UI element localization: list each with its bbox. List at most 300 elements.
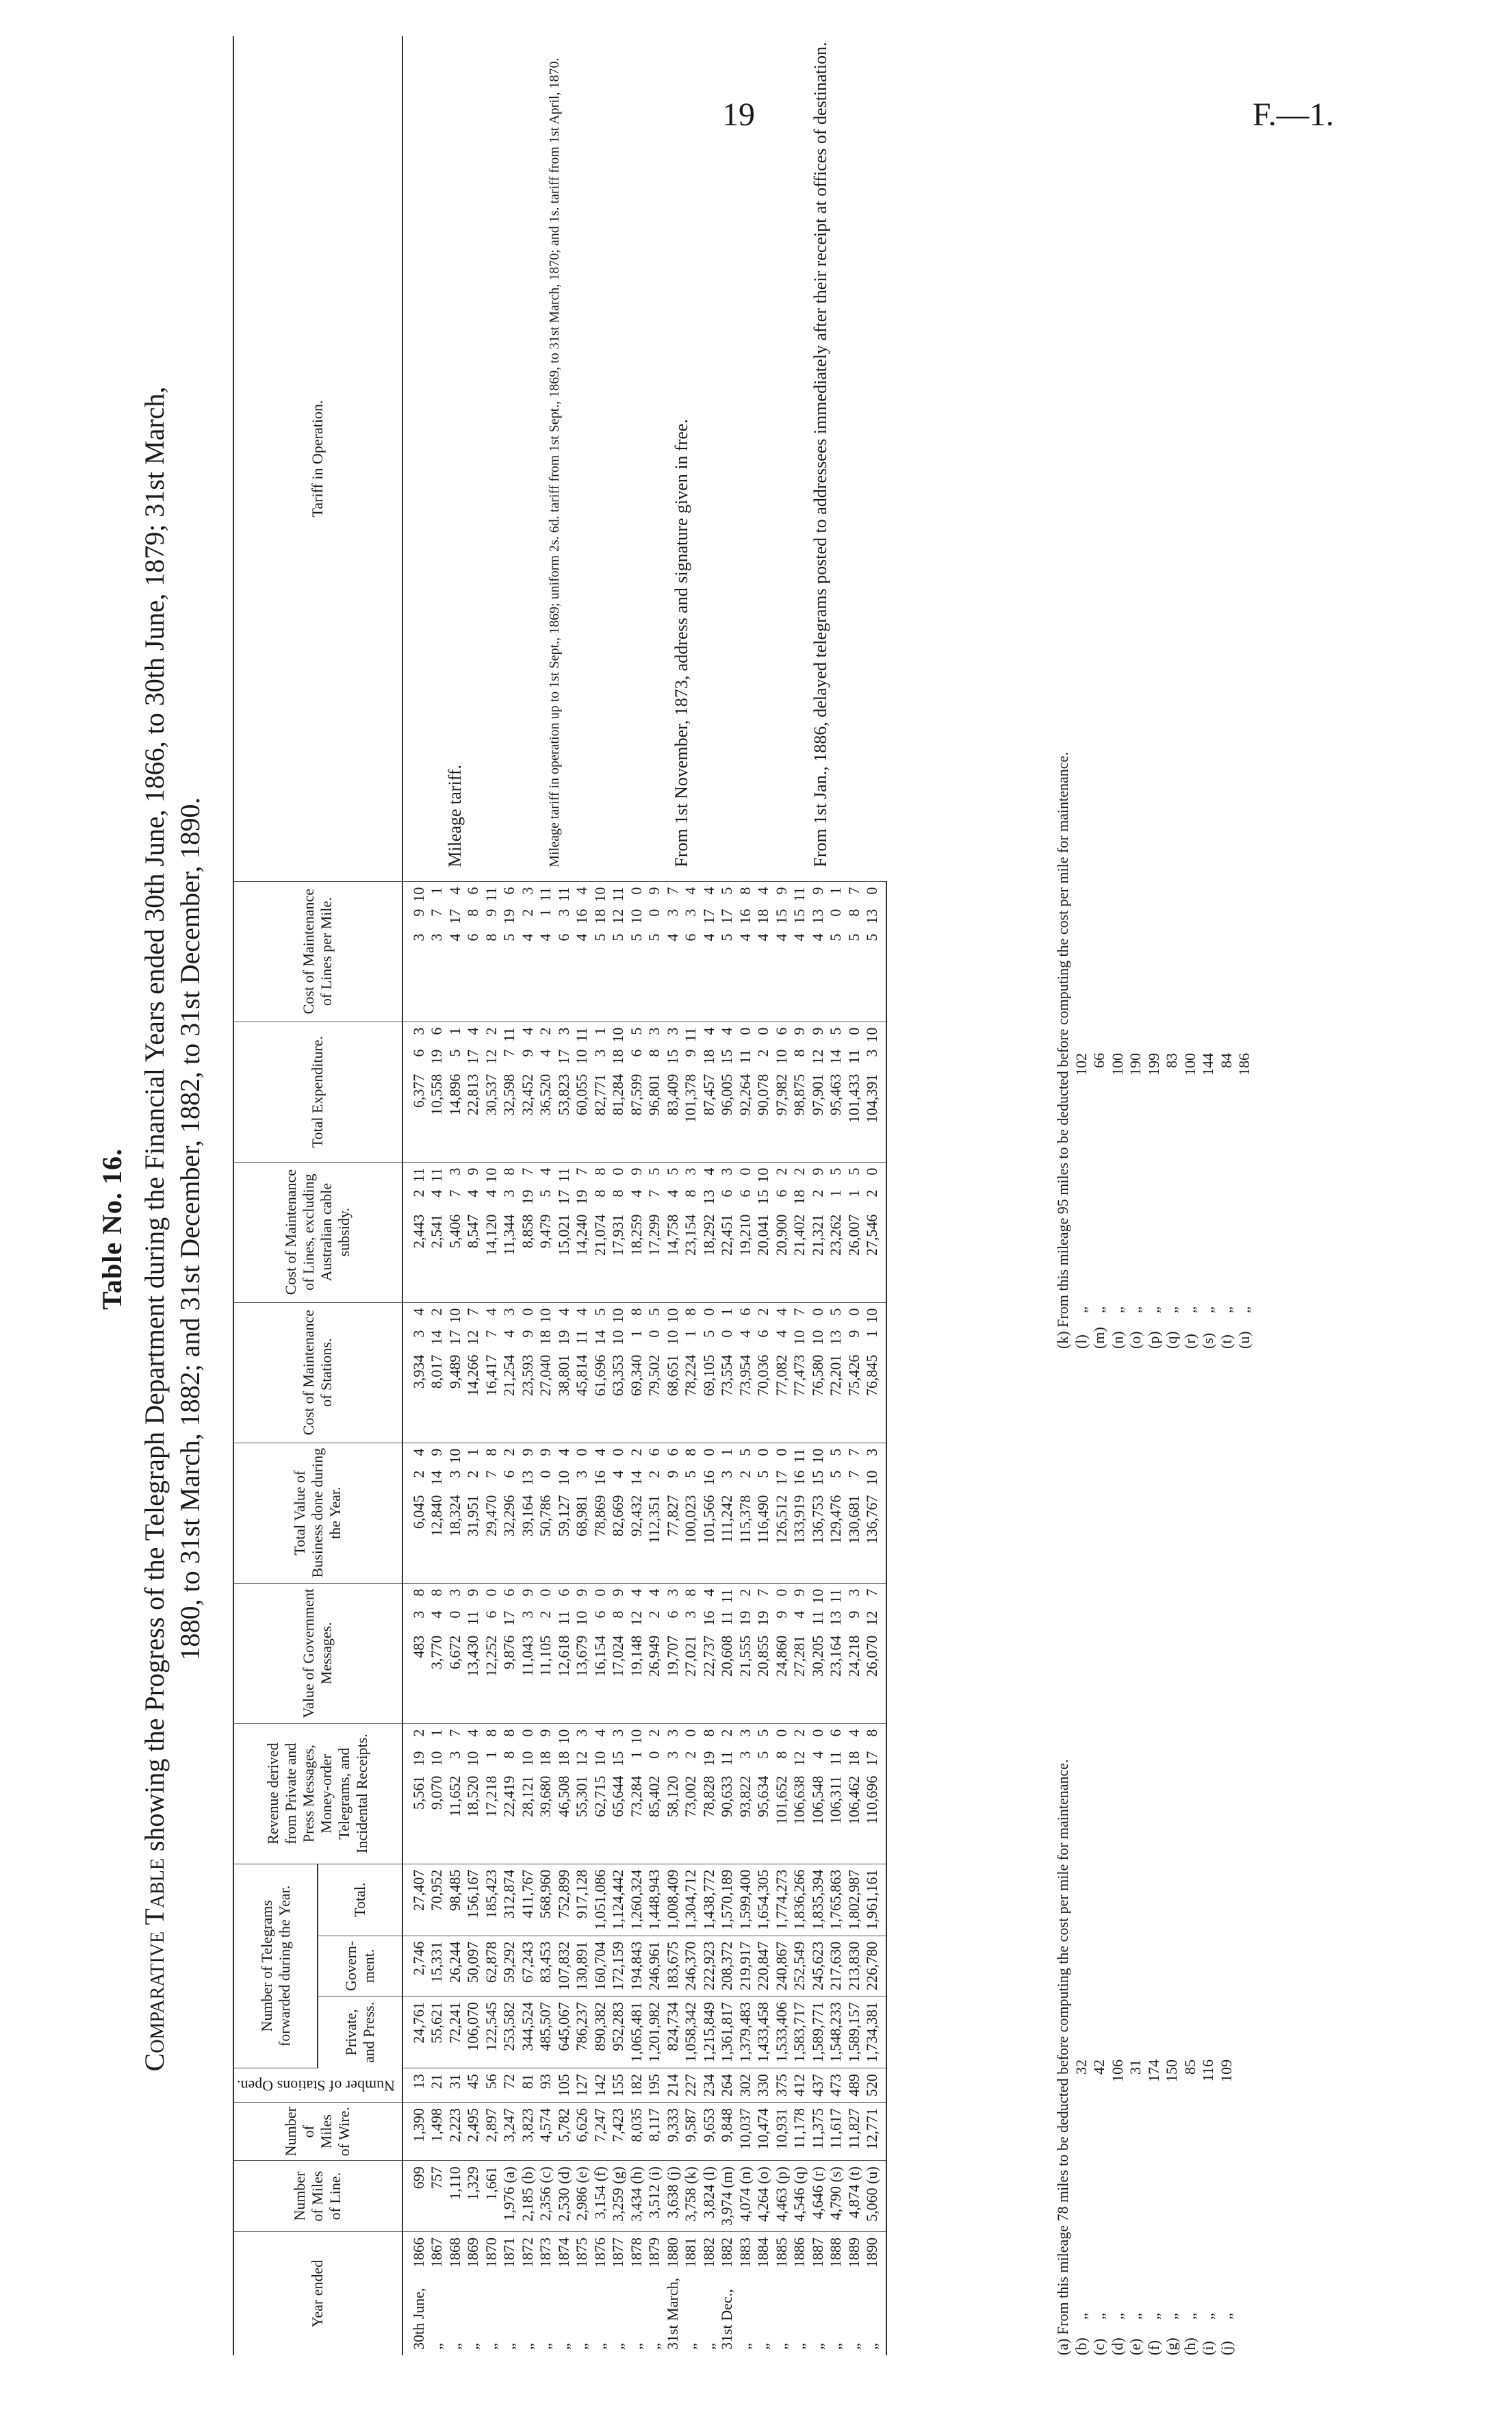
government-cell: 183,675 xyxy=(664,1936,682,1996)
footnote-value: 100 xyxy=(1181,1053,1199,1076)
miles-wire-cell: 9,848 xyxy=(718,2103,736,2161)
exp-cell xyxy=(446,1022,465,1162)
footnote-value: 84 xyxy=(1217,1053,1235,1068)
money-s: 3 xyxy=(409,1330,427,1338)
period-label: 30th June, xyxy=(409,2287,427,2350)
private-cell: 106,070 xyxy=(464,1996,483,2068)
money-s: 14 xyxy=(627,1470,645,1486)
total-cell: 156,167 xyxy=(464,1864,483,1936)
money-d: 5 xyxy=(663,1167,681,1176)
money-s: 17 xyxy=(863,1751,881,1766)
money-value xyxy=(845,1449,864,1577)
money-p: 9,489 xyxy=(446,1354,463,1389)
money-p: 6 xyxy=(682,933,700,941)
footnote-ditto: „ xyxy=(1144,1306,1162,1313)
govv-cell xyxy=(736,1583,755,1723)
money-value xyxy=(809,1729,828,1858)
money-p: 5 xyxy=(609,933,627,941)
government-cell: 62,878 xyxy=(483,1936,501,1996)
money-p: 5,561 xyxy=(409,1775,427,1810)
money-d: 5 xyxy=(627,1027,645,1035)
miles-wire-cell: 1,498 xyxy=(428,2103,446,2161)
exp-cell xyxy=(591,1022,610,1162)
rev-cell xyxy=(609,1723,628,1864)
miles-line-cell: 4,790 (s) xyxy=(827,2161,845,2232)
money-s: 5 xyxy=(754,1751,772,1759)
money-s: 3 xyxy=(554,909,572,917)
money-p: 76,845 xyxy=(863,1354,881,1397)
footnote-value: 199 xyxy=(1144,1053,1162,1076)
year-cell xyxy=(591,2232,610,2356)
money-d: 2 xyxy=(645,1729,663,1737)
money-p: 29,470 xyxy=(482,1495,500,1537)
exp-cell xyxy=(483,1022,501,1162)
money-p: 2,443 xyxy=(409,1214,427,1249)
money-d: 11 xyxy=(537,887,554,902)
cln-cell xyxy=(628,1162,646,1302)
money-p: 12,840 xyxy=(428,1495,446,1537)
money-d: 6 xyxy=(645,1448,663,1456)
header-cost-stations: Cost of Maintenance of Stations. xyxy=(233,1302,402,1443)
money-p: 26,070 xyxy=(863,1635,881,1677)
money-s: 8 xyxy=(591,1189,608,1197)
money-value xyxy=(537,1449,555,1577)
money-value xyxy=(809,1589,828,1718)
money-value xyxy=(500,1168,519,1297)
miles-line-cell: 699 xyxy=(402,2161,428,2232)
money-s: 2 xyxy=(808,1189,826,1197)
rev-cell xyxy=(402,1723,428,1864)
money-p: 21,321 xyxy=(808,1214,826,1256)
money-p: 73,554 xyxy=(718,1354,736,1397)
page-code: F.—1. xyxy=(1253,97,1334,133)
money-s: 2 xyxy=(409,1470,427,1478)
stations-cell: 264 xyxy=(718,2068,736,2103)
money-d: 8 xyxy=(428,1588,446,1597)
money-d: 11 xyxy=(428,1167,446,1182)
money-d: 0 xyxy=(518,1308,536,1316)
miles-wire-cell: 9,587 xyxy=(682,2103,700,2161)
government-cell: 172,159 xyxy=(609,1936,628,1996)
rotated-table-area xyxy=(96,42,1396,2355)
cln-cell xyxy=(773,1162,791,1302)
money-d: 5 xyxy=(591,1308,608,1316)
cln-cell xyxy=(591,1162,610,1302)
stations-cell: 214 xyxy=(664,2068,682,2103)
money-s: 1 xyxy=(827,1189,845,1197)
money-value xyxy=(537,1028,555,1156)
money-s: 10 xyxy=(808,1330,826,1345)
money-s: 16 xyxy=(573,909,591,924)
rev-cell xyxy=(573,1723,591,1864)
money-p: 92,432 xyxy=(627,1495,645,1537)
money-p: 70,036 xyxy=(754,1354,772,1397)
money-d: 10 xyxy=(663,1308,681,1323)
tariff-text: Mileage tariff in operation up to 1st Sept., 1869; uniform 2s. 6d. tariff from 1st Sept., 1869, to 31st March, 1870; and 1s. tariff from 1st April, 1870. xyxy=(547,58,563,867)
bus-cell xyxy=(555,1443,574,1583)
money-p: 4 xyxy=(573,933,591,941)
table-title: Table No. 16. xyxy=(97,1148,127,1310)
money-d: 0 xyxy=(700,1308,717,1316)
money-s: 10 xyxy=(554,1470,572,1486)
cst-cell xyxy=(845,1302,864,1443)
money-s: 1 xyxy=(845,1189,862,1197)
miles-wire-cell: 10,931 xyxy=(773,2103,791,2161)
money-d: 8 xyxy=(500,1167,518,1176)
govv-cell xyxy=(773,1583,791,1723)
money-value xyxy=(483,1168,501,1297)
period-label: „ xyxy=(754,2343,772,2350)
year-value: 1871 xyxy=(500,2237,518,2268)
cpm-cell xyxy=(519,881,537,1022)
money-s: 1 xyxy=(682,1330,700,1338)
govv-cell xyxy=(537,1583,555,1723)
cpm-cell xyxy=(555,881,574,1022)
money-value xyxy=(609,1589,628,1718)
money-s: 2 xyxy=(754,1049,772,1057)
money-value xyxy=(700,1449,719,1577)
government-cell: 160,704 xyxy=(591,1936,610,1996)
money-value xyxy=(773,1168,791,1297)
money-d: 1 xyxy=(464,1448,482,1456)
money-d: 2 xyxy=(482,1027,500,1035)
money-value xyxy=(609,1449,628,1577)
government-cell: 83,453 xyxy=(537,1936,555,1996)
money-d: 6 xyxy=(554,1588,572,1597)
footnote-value: 42 xyxy=(1090,2059,1107,2075)
stations-cell: 302 xyxy=(736,2068,755,2103)
money-s: 17 xyxy=(718,909,736,924)
money-d: 0 xyxy=(772,1588,790,1597)
money-value xyxy=(700,1168,719,1297)
footnote-key: (n) xyxy=(1108,1331,1126,1349)
money-s: 11 xyxy=(827,1751,845,1766)
footnote-row xyxy=(1218,1759,1236,2355)
footnote-row xyxy=(1073,1759,1091,2355)
period-label: „ xyxy=(827,2343,845,2350)
total-cell: 1,599,400 xyxy=(736,1864,755,1936)
money-p: 22,737 xyxy=(700,1635,717,1677)
cpm-cell xyxy=(863,881,886,1022)
money-value xyxy=(555,887,574,1016)
footnote-value: 66 xyxy=(1090,1053,1107,1068)
cln-cell xyxy=(845,1162,864,1302)
stations-cell: 330 xyxy=(754,2068,773,2103)
footnote-row xyxy=(1199,1759,1218,2355)
money-p: 8,547 xyxy=(464,1214,482,1249)
header-miles-wire: Number of Miles of Wire. xyxy=(233,2103,402,2161)
total-cell: 411,767 xyxy=(519,1864,537,1936)
miles-wire-cell: 10,474 xyxy=(754,2103,773,2161)
rev-cell xyxy=(682,1723,700,1864)
government-cell: 130,891 xyxy=(573,1936,591,1996)
government-cell: 67,243 xyxy=(519,1936,537,1996)
private-cell: 1,379,483 xyxy=(736,1996,755,2068)
money-value xyxy=(645,887,664,1016)
money-p: 96,005 xyxy=(718,1074,736,1116)
footnote-ditto: „ xyxy=(1127,1306,1144,1313)
money-d: 0 xyxy=(609,1448,627,1456)
money-value xyxy=(809,1168,828,1297)
footnote-key: (i) xyxy=(1199,2341,1216,2355)
money-d: 4 xyxy=(446,887,463,895)
govv-cell xyxy=(519,1583,537,1723)
money-s: 18 xyxy=(700,1049,717,1065)
money-s: 8 xyxy=(791,1049,808,1057)
year-cell xyxy=(402,2232,428,2356)
footnote-key: (l) xyxy=(1072,1334,1090,1349)
govv-cell xyxy=(809,1583,828,1723)
money-p: 95,463 xyxy=(827,1074,845,1116)
money-value xyxy=(682,1449,700,1577)
header-revenue: Revenue derived from Private and Press Messages, Money-order Telegrams, and Incidental Receipts. xyxy=(233,1723,402,1864)
money-p: 55,301 xyxy=(573,1775,591,1818)
private-cell: 952,283 xyxy=(609,1996,628,2068)
money-value xyxy=(591,1168,610,1297)
header-business: Total Value of Business done during the Year. xyxy=(233,1443,402,1583)
money-value xyxy=(428,1589,446,1718)
year-cell xyxy=(609,2232,628,2356)
money-s: 10 xyxy=(591,1751,608,1766)
money-s: 3 xyxy=(718,1470,736,1478)
cpm-cell xyxy=(645,881,664,1022)
money-p: 11,105 xyxy=(537,1635,554,1677)
money-value xyxy=(555,1729,574,1858)
money-s: 8 xyxy=(772,1751,790,1759)
money-p: 78,224 xyxy=(682,1354,700,1397)
money-p: 23,164 xyxy=(827,1635,845,1677)
money-value xyxy=(718,1028,736,1156)
money-p: 77,082 xyxy=(772,1354,790,1397)
money-s: 0 xyxy=(645,1330,663,1338)
year-cell xyxy=(446,2232,465,2356)
year-cell xyxy=(845,2232,864,2356)
footnote-row xyxy=(1218,752,1236,1349)
private-cell: 890,382 xyxy=(591,1996,610,2068)
money-s: 5 xyxy=(537,1189,554,1197)
exp-cell xyxy=(664,1022,682,1162)
money-p: 73,284 xyxy=(627,1775,645,1818)
money-value xyxy=(628,1028,646,1156)
table-body xyxy=(402,36,886,2355)
footnote-left-items xyxy=(1073,1759,1236,2355)
money-value xyxy=(537,1589,555,1718)
private-cell: 1,361,817 xyxy=(718,1996,736,2068)
stations-cell: 31 xyxy=(446,2068,465,2103)
money-p: 136,767 xyxy=(863,1495,881,1545)
money-p: 19,210 xyxy=(736,1214,754,1256)
rev-cell xyxy=(464,1723,483,1864)
money-p: 59,127 xyxy=(554,1495,572,1537)
total-cell: 917,128 xyxy=(573,1864,591,1936)
money-value xyxy=(464,1449,483,1577)
money-value xyxy=(555,1028,574,1156)
period-label: „ xyxy=(554,2343,572,2350)
money-p: 3,770 xyxy=(428,1635,446,1670)
money-p: 115,378 xyxy=(736,1495,754,1544)
total-cell: 1,654,305 xyxy=(754,1864,773,1936)
money-p: 101,378 xyxy=(682,1074,700,1124)
money-value xyxy=(573,1449,591,1577)
money-s: 12 xyxy=(482,1049,500,1065)
money-value xyxy=(736,1449,755,1577)
money-d: 4 xyxy=(554,1308,572,1316)
money-p: 68,651 xyxy=(663,1354,681,1397)
period-label: „ xyxy=(537,2343,554,2350)
money-p: 4 xyxy=(736,933,754,941)
money-d: 0 xyxy=(573,1448,591,1456)
government-cell: 240,867 xyxy=(773,1936,791,1996)
money-d: 4 xyxy=(772,1308,790,1316)
money-d: 8 xyxy=(682,1448,700,1456)
government-cell: 246,961 xyxy=(645,1936,664,1996)
money-s: 2 xyxy=(464,1470,482,1478)
bus-cell xyxy=(700,1443,719,1583)
money-d: 4 xyxy=(627,1588,645,1597)
footnote-k: (k) From this mileage 95 miles to be deducted before computing the cost per mile for maintenance. xyxy=(1054,752,1071,1349)
money-s: 1 xyxy=(627,1330,645,1338)
money-s: 4 xyxy=(772,1330,790,1338)
money-value xyxy=(537,1168,555,1297)
money-s: 16 xyxy=(700,1470,717,1486)
rev-cell xyxy=(809,1723,828,1864)
period-label: „ xyxy=(736,2343,754,2350)
total-cell: 1,836,266 xyxy=(791,1864,809,1936)
money-d: 8 xyxy=(409,1588,427,1597)
money-s: 8 xyxy=(609,1189,627,1197)
footnote-ditto: „ xyxy=(1181,2313,1199,2320)
money-p: 75,426 xyxy=(845,1354,862,1397)
money-value xyxy=(863,1308,882,1437)
money-s: 13 xyxy=(827,1330,845,1345)
cpm-cell xyxy=(754,881,773,1022)
government-cell: 50,097 xyxy=(464,1936,483,1996)
money-p: 6,045 xyxy=(409,1495,427,1530)
money-p: 73,954 xyxy=(736,1354,754,1397)
money-p: 133,919 xyxy=(791,1495,808,1545)
money-value xyxy=(537,1308,555,1437)
year-value: 1878 xyxy=(627,2237,645,2268)
bus-cell xyxy=(519,1443,537,1583)
footnote-value: 100 xyxy=(1108,1053,1126,1076)
money-p: 4 xyxy=(537,933,554,941)
miles-line-cell: 4,546 (q) xyxy=(791,2161,809,2232)
money-value xyxy=(736,887,755,1016)
money-value xyxy=(664,1168,682,1297)
govv-cell xyxy=(664,1583,682,1723)
money-d: 11 xyxy=(609,887,627,902)
money-value xyxy=(682,1028,700,1156)
money-p: 100,023 xyxy=(682,1495,700,1545)
money-value xyxy=(519,1449,537,1577)
footnote-value: 85 xyxy=(1181,2059,1199,2075)
cpm-cell xyxy=(628,881,646,1022)
miles-wire-cell: 7,247 xyxy=(591,2103,610,2161)
money-s: 12 xyxy=(791,1751,808,1766)
money-s: 13 xyxy=(827,1610,845,1626)
footnote-ditto: „ xyxy=(1199,1306,1216,1313)
private-cell: 1,433,458 xyxy=(754,1996,773,2068)
money-p: 21,555 xyxy=(736,1635,754,1677)
exp-cell xyxy=(519,1022,537,1162)
miles-line-cell: 757 xyxy=(428,2161,446,2232)
money-d: 2 xyxy=(627,1448,645,1456)
money-d: 5 xyxy=(845,1167,862,1176)
money-s: 10 xyxy=(464,1751,482,1766)
money-s: 9 xyxy=(663,1470,681,1478)
exp-cell xyxy=(628,1022,646,1162)
bus-cell xyxy=(664,1443,682,1583)
money-p: 69,340 xyxy=(627,1354,645,1397)
money-d: 5 xyxy=(827,1167,845,1176)
money-s: 6 xyxy=(754,1330,772,1338)
total-cell: 1,774,273 xyxy=(773,1864,791,1936)
money-s: 17 xyxy=(554,1049,572,1065)
miles-wire-cell: 2,897 xyxy=(483,2103,501,2161)
footnote-ditto: „ xyxy=(1127,2313,1144,2320)
money-d: 8 xyxy=(591,1167,608,1176)
money-d: 2 xyxy=(772,1167,790,1176)
private-cell: 1,533,406 xyxy=(773,1996,791,2068)
government-cell: 194,843 xyxy=(628,1936,646,1996)
money-value xyxy=(428,1168,446,1297)
money-p: 30,205 xyxy=(808,1635,826,1677)
money-value xyxy=(718,1729,736,1858)
govv-cell xyxy=(845,1583,864,1723)
header-tariff: Tariff in Operation. xyxy=(233,36,402,881)
money-p: 5,406 xyxy=(446,1214,463,1249)
money-d: 2 xyxy=(791,1167,808,1176)
money-value xyxy=(591,1308,610,1437)
money-value xyxy=(555,1308,574,1437)
money-d: 8 xyxy=(682,1308,700,1316)
cln-cell xyxy=(537,1162,555,1302)
money-p: 4 xyxy=(772,933,790,941)
money-s: 12 xyxy=(808,1049,826,1065)
money-value xyxy=(645,1028,664,1156)
cpm-cell xyxy=(464,881,483,1022)
footnote-row xyxy=(1127,752,1145,1349)
money-s: 10 xyxy=(663,1330,681,1345)
period-label: „ xyxy=(428,2343,446,2350)
private-cell: 1,734,381 xyxy=(863,1996,886,2068)
money-s: 3 xyxy=(682,1610,700,1619)
money-value xyxy=(791,1028,809,1156)
money-d: 10 xyxy=(808,1448,826,1464)
footnote-ditto: „ xyxy=(1072,1306,1090,1313)
money-d: 5 xyxy=(827,1448,845,1456)
government-cell: 222,923 xyxy=(700,1936,719,1996)
money-s: 17 xyxy=(500,1610,518,1626)
money-p: 95,634 xyxy=(754,1775,772,1818)
money-s: 18 xyxy=(537,1751,554,1766)
money-d: 9 xyxy=(808,887,826,895)
money-s: 6 xyxy=(627,1049,645,1057)
money-d: 1 xyxy=(428,1729,446,1737)
total-cell: 27,407 xyxy=(402,1864,428,1936)
year-cell xyxy=(754,2232,773,2356)
table-row xyxy=(754,36,773,2355)
cln-cell xyxy=(446,1162,465,1302)
rev-cell xyxy=(718,1723,736,1864)
year-cell xyxy=(500,2232,519,2356)
money-s: 4 xyxy=(428,1610,446,1619)
money-p: 21,254 xyxy=(500,1354,518,1397)
money-d: 4 xyxy=(409,1448,427,1456)
money-s: 14 xyxy=(428,1470,446,1486)
money-value xyxy=(483,1308,501,1437)
miles-wire-cell: 5,782 xyxy=(555,2103,574,2161)
